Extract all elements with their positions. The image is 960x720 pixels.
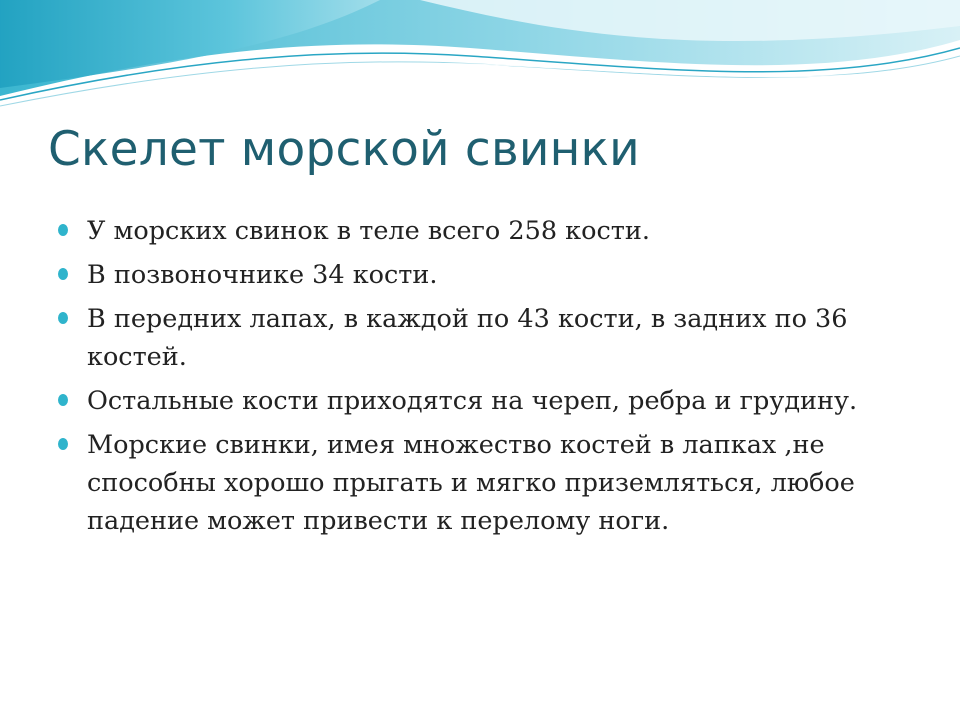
bullet-text: Остальные кости приходятся на череп, ребра и грудину. xyxy=(87,386,858,416)
list-item xyxy=(58,382,888,420)
list-item xyxy=(58,426,888,540)
list-item xyxy=(58,212,888,250)
list-item xyxy=(58,256,888,294)
bullet-icon xyxy=(58,394,68,406)
bullet-text: В позвоночнике 34 кости. xyxy=(87,260,438,290)
slide-title: Скелет морской свинки xyxy=(48,122,640,177)
bullet-icon xyxy=(58,312,68,324)
bullet-text: В передних лапах, в каждой по 43 кости, в задних по 36 костей. xyxy=(87,304,848,372)
bullet-list xyxy=(58,212,888,546)
bullet-icon xyxy=(58,438,68,450)
list-item xyxy=(58,300,888,376)
wave-decoration xyxy=(0,0,960,110)
bullet-text: Морские свинки, имея множество костей в лапках ,не способны хорошо прыгать и мягко приземляться, любое падение может привести к перелому ноги. xyxy=(87,430,855,536)
bullet-text: У морских свинок в теле всего 258 кости. xyxy=(87,216,650,246)
bullet-icon xyxy=(58,224,68,236)
bullet-icon xyxy=(58,268,68,280)
